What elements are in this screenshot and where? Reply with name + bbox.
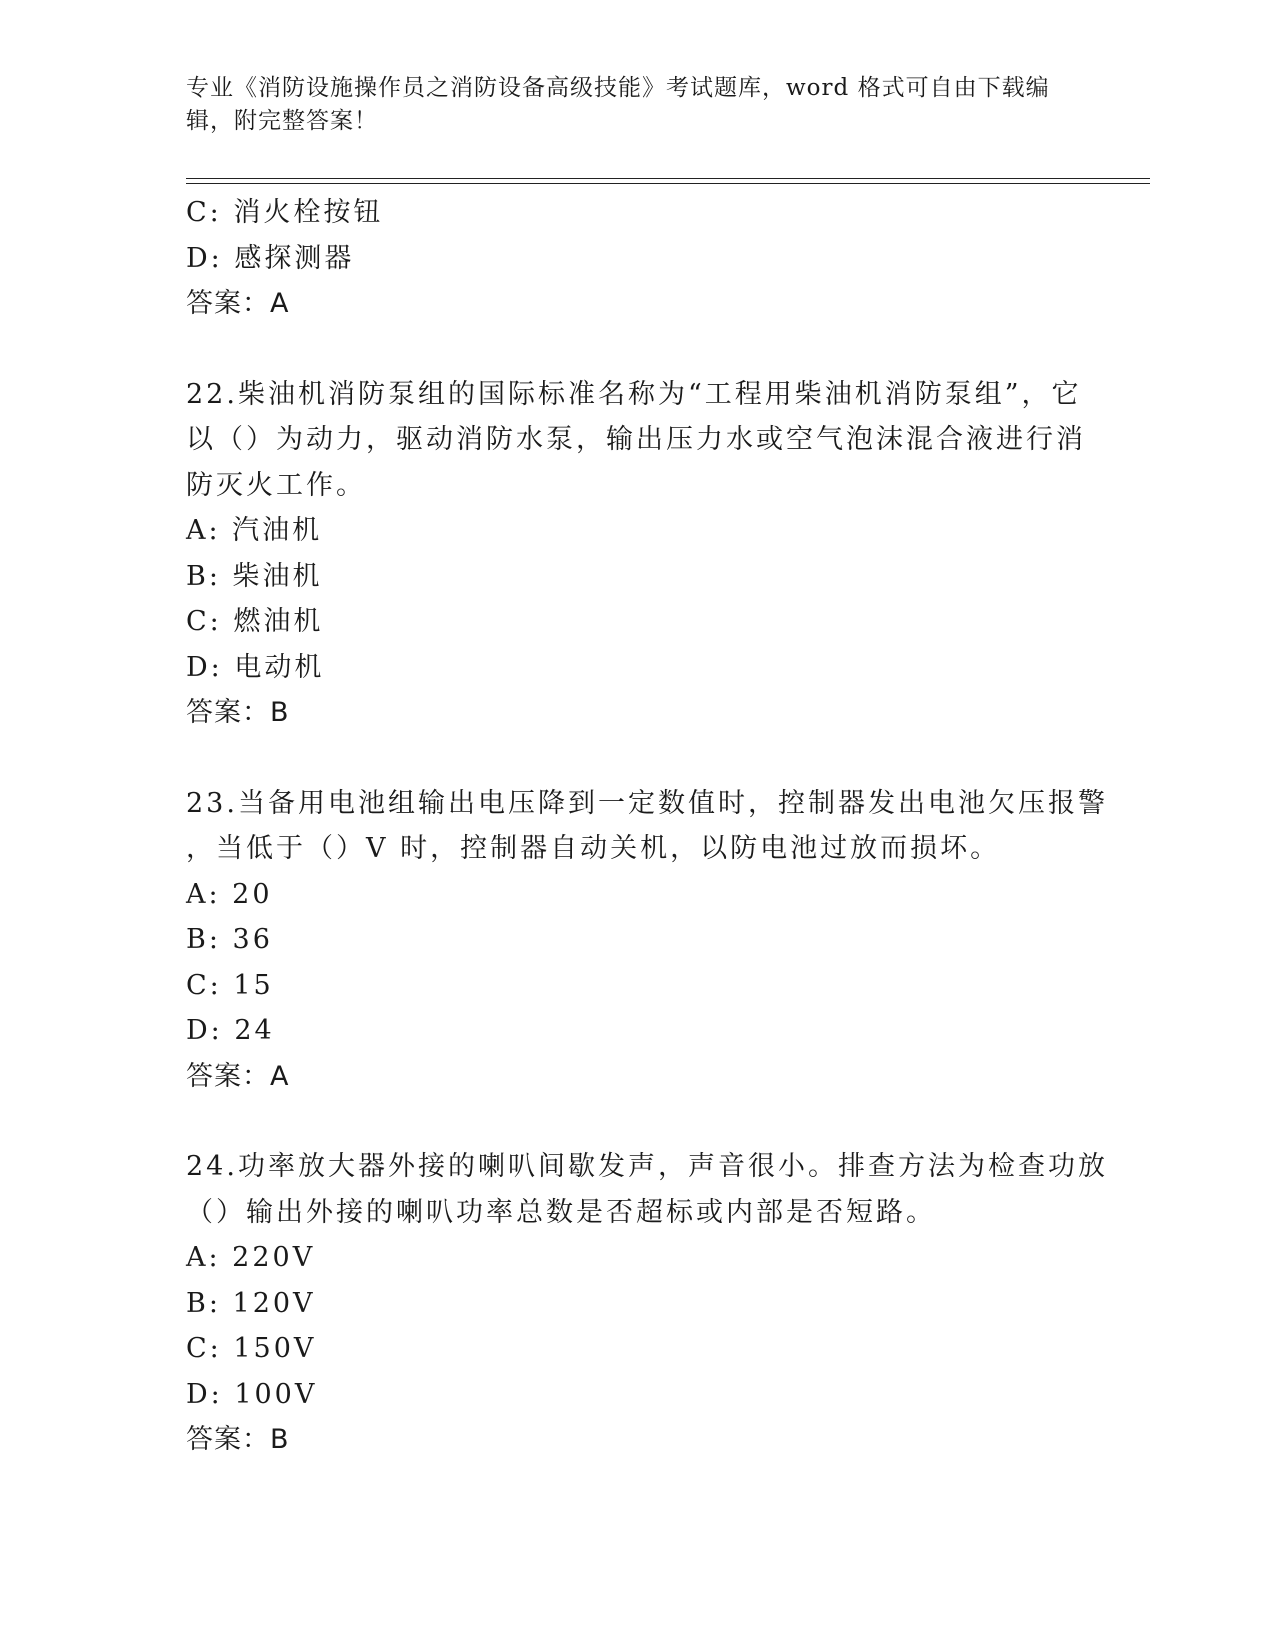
question-text-line: 以（）为动力，驱动消防水泵，输出压力水或空气泡沫混合液进行消 [186, 424, 1086, 455]
option-b: B: 120V [186, 1287, 316, 1319]
page-header [186, 72, 1076, 138]
spacer [186, 1099, 1086, 1144]
option-c: C: 消火栓按钮 [186, 197, 384, 228]
option-a: A: 20 [186, 878, 273, 910]
option-d: D: 电动机 [186, 651, 325, 683]
document-body [186, 190, 1108, 1463]
header-divider-top [186, 178, 1150, 179]
option-d: D: 24 [186, 1015, 275, 1046]
spacer [186, 327, 1086, 372]
option-d: D: 感探测器 [186, 242, 355, 274]
question-text-line: 23.当备用电池组输出电压降到一定数值时，控制器发出电池欠压报警 [186, 787, 1108, 819]
answer-line: 答案：A [186, 1060, 290, 1092]
option-a: A: 汽油机 [186, 515, 323, 546]
answer-line: 答案：B [186, 697, 290, 728]
option-c: C: 150V [186, 1333, 317, 1364]
option-a: A: 220V [186, 1242, 316, 1273]
question-24 [186, 1144, 1108, 1463]
header-divider-bottom [186, 183, 1150, 184]
header-line-2: 辑，附完整答案！ [186, 108, 378, 134]
answer-line: 答案：B [186, 1424, 290, 1455]
option-c: C: 15 [186, 969, 274, 1001]
option-c: C: 燃油机 [186, 606, 324, 637]
spacer [186, 736, 1086, 781]
option-d: D: 100V [186, 1378, 318, 1410]
question-text-line: 22.柴油机消防泵组的国际标准名称为“工程用柴油机消防泵组”，它 [186, 378, 1082, 410]
header-line-1: 专业《消防设施操作员之消防设备高级技能》考试题库，word 格式可自由下载编 [186, 75, 1050, 101]
question-text-line: ，当低于（）V 时，控制器自动关机，以防电池过放而损坏。 [186, 833, 1001, 864]
option-b: B: 柴油机 [186, 560, 323, 592]
question-text-line: （）输出外接的喇叭功率总数是否超标或内部是否短路。 [186, 1196, 936, 1228]
question-text-line: 防灭火工作。 [186, 469, 366, 501]
question-21-tail [186, 190, 1086, 327]
answer-line: 答案：A [186, 288, 290, 319]
question-text-line: 24.功率放大器外接的喇叭间歇发声，声音很小。排查方法为检查功放 [186, 1151, 1108, 1182]
option-b: B: 36 [186, 924, 273, 955]
question-22 [186, 372, 1086, 736]
question-23 [186, 781, 1108, 1100]
